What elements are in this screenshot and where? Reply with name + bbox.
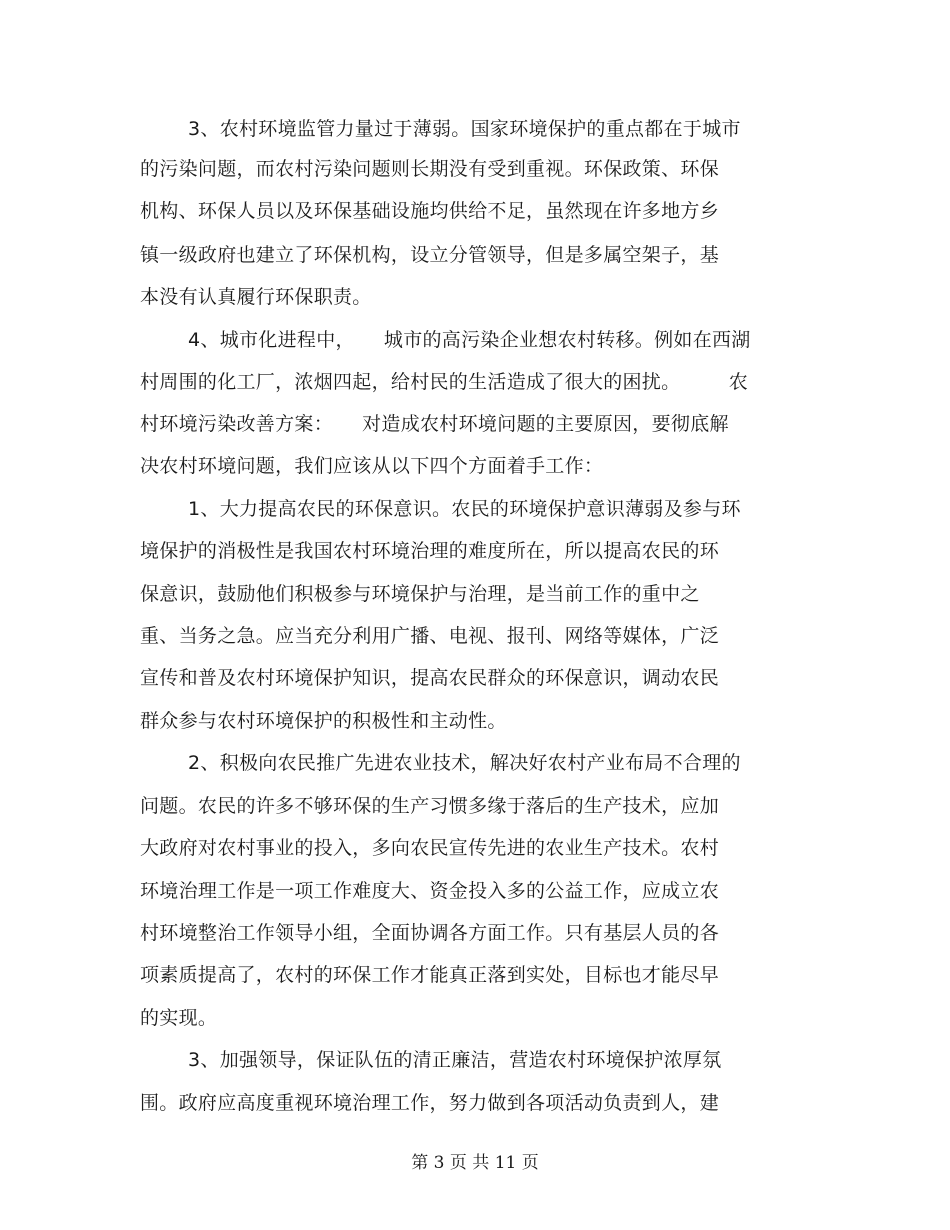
paragraph-line: 群众参与农村环境保护的积极性和主动性。: [140, 710, 507, 732]
paragraph-line: 环境治理工作是一项工作难度大、资金投入多的公益工作，应成立农: [140, 880, 720, 902]
paragraph-line: 决农村环境问题，我们应该从以下四个方面着手工作：: [140, 455, 604, 477]
paragraph-line: 境保护的消极性是我国农村环境治理的难度所在，所以提高农民的环: [140, 540, 720, 562]
paragraph-line: 围。政府应高度重视环境治理工作，努力做到各项活动负责到人，建: [140, 1092, 720, 1114]
paragraph-line: 项素质提高了，农村的环保工作才能真正落到实处，目标也才能尽早: [140, 964, 720, 986]
paragraph-line: 问题。农民的许多不够环保的生产习惯多缘于落后的生产技术，应加: [140, 795, 720, 817]
paragraph-line: 村环境整治工作领导小组，全面协调各方面工作。只有基层人员的各: [140, 922, 720, 944]
paragraph-line: 村周围的化工厂，浓烟四起，给村民的生活造成了很大的困扰。 农: [140, 371, 749, 393]
page-number-footer: 第 3 页 共 11 页: [411, 1153, 539, 1173]
paragraph-line: 宣传和普及农村环境保护知识，提高农民群众的环保意识，调动农民: [140, 667, 720, 689]
paragraph-line: 村环境污染改善方案： 对造成农村环境问题的主要原因，要彻底解: [140, 413, 729, 435]
paragraph-line: 3、农村环境监管力量过于薄弱。国家环境保护的重点都在于城市: [188, 118, 741, 140]
paragraph-line: 重、当务之急。应当充分利用广播、电视、报刊、网络等媒体，广泛: [140, 625, 720, 647]
paragraph-line: 保意识，鼓励他们积极参与环境保护与治理，是当前工作的重中之: [140, 583, 700, 605]
paragraph-line: 本没有认真履行环保职责。: [140, 286, 372, 308]
paragraph-line: 2、积极向农民推广先进农业技术，解决好农村产业布局不合理的: [188, 752, 741, 774]
paragraph-line: 机构、环保人员以及环保基础设施均供给不足，虽然现在许多地方乡: [140, 200, 720, 222]
paragraph-line: 镇一级政府也建立了环保机构，设立分管领导，但是多属空架子，基: [140, 244, 720, 266]
paragraph-line: 1、大力提高农民的环保意识。农民的环境保护意识薄弱及参与环: [188, 498, 741, 520]
paragraph-line: 的实现。: [140, 1007, 218, 1029]
paragraph-line: 大政府对农村事业的投入，多向农民宣传先进的农业生产技术。农村: [140, 837, 720, 859]
paragraph-line: 的污染问题，而农村污染问题则长期没有受到重视。环保政策、环保: [140, 158, 720, 180]
paragraph-line: 4、城市化进程中， 城市的高污染企业想农村转移。例如在西湖: [188, 329, 751, 351]
paragraph-line: 3、加强领导，保证队伍的清正廉洁，营造农村环境保护浓厚氛: [188, 1049, 722, 1071]
